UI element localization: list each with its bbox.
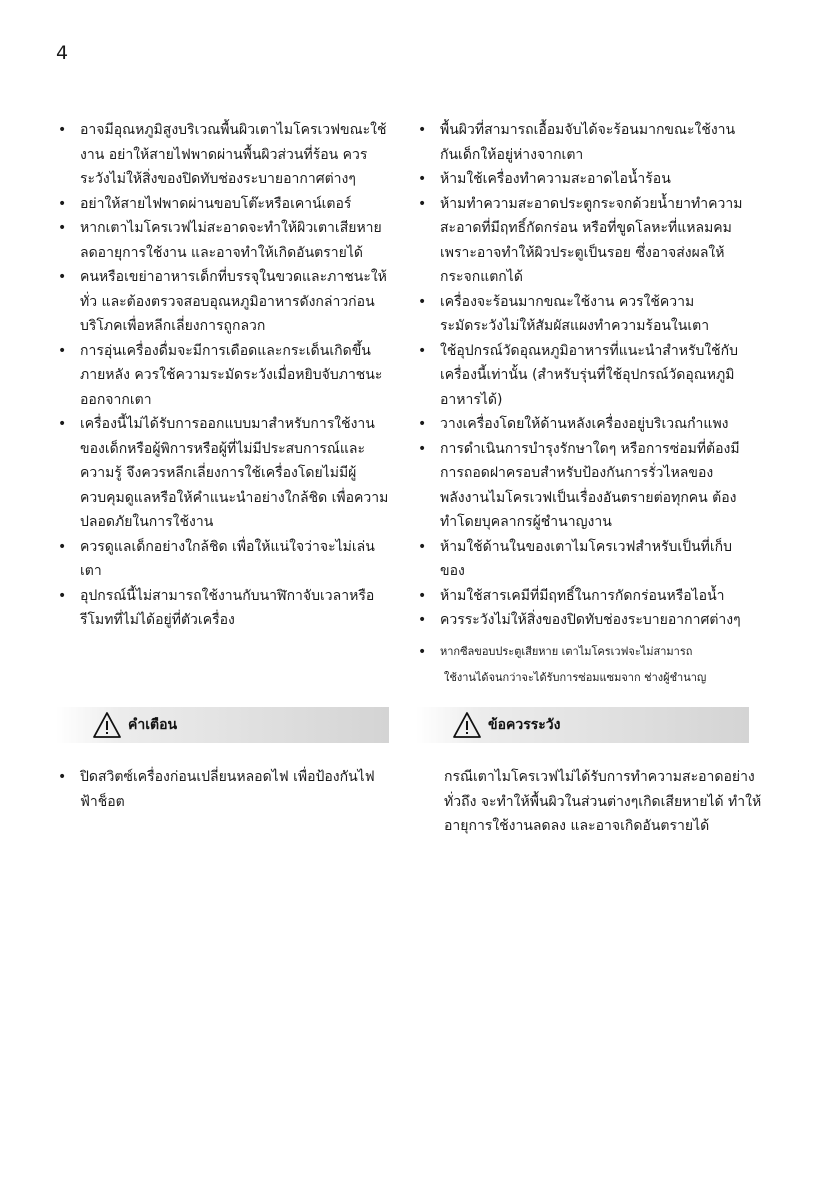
list-item: • ควรระวังไม่ให้สิ่งของปิดทับช่องระบายอากาศต่างๆ [416,608,749,633]
list-item: • ปิดสวิตซ์เครื่องก่อนเปลี่ยนหลอดไฟ เพื่อป้องกันไฟฟ้าช็อต [56,765,389,814]
caution-title: ข้อควรระวัง [488,717,561,733]
warning-title: คำเตือน [128,717,178,733]
list-item: • เครื่องนี้ไม่ได้รับการออกแบบมาสำหรับการใช้งานของเด็กหรือผู้พิการหรือผู้ที่ไม่มีประสบการณ์และความรู้ จึงควรหลีกเลี่ยงการใช้เครื่องโดยไม่มีผู้ควบคุมดูแลหรือให้คำแนะนำอย่างใกล้ชิด เพื่อความปลอดภัยในการใช้งาน [56,412,389,535]
list-item: • อุปกรณ์นี้ไม่สามารถใช้งานกับนาฬิกาจับเวลาหรือรีโมทที่ไม่ได้อยู่ที่ตัวเครื่อง [56,584,389,633]
warning-triangle-icon [92,711,122,739]
warning-list [56,765,389,814]
list-item: • ควรดูแลเด็กอย่างใกล้ชิด เพื่อให้แน่ใจว่าจะไม่เล่นเตา [56,535,389,584]
list-item: • ห้ามทำความสะอาดประตูกระจกด้วยน้ำยาทำความสะอาดที่มีฤทธิ์กัดกร่อน หรือที่ขูดโลหะที่แหลมคม เพราะอาจทำให้ผิวประตูเป็นรอย ซึ่งอาจส่งผลให้กระจกแตกได้ [416,192,749,290]
list-item: • การอุ่นเครื่องดื่มจะมีการเดือดและกระเด็นเกิดขึ้นภายหลัง ควรใช้ความระมัดระวังเมื่อหยิบจับภาชนะออกจากเตา [56,339,389,413]
right-column [416,118,749,691]
small-item-line2: ใช้งานได้จนกว่าจะได้รับการซ่อมแซมจาก ช่างผู้ชำนาญ [444,670,707,684]
left-bullet-list [56,118,389,633]
caution-banner [416,707,749,743]
list-item-small [416,639,749,691]
list-item: • การดำเนินการบำรุงรักษาใดๆ หรือการซ่อมที่ต้องมีการถอดฝาครอบสำหรับป้องกันการรั่วไหลของพลังงานไมโครเวฟเป็นเรื่องอันตรายต่อทุกคน ต้องทำโดยบุคลากรผู้ชำนาญงาน [416,437,749,535]
warning-section [56,765,389,814]
list-item: • ห้ามใช้ด้านในของเตาไมโครเวฟสำหรับเป็นที่เก็บของ [416,535,749,584]
caution-text: กรณีเตาไมโครเวฟไม่ได้รับการทำความสะอาดอย่างทั่วถึง จะทำให้พื้นผิวในส่วนต่างๆเกิดเสียหายได้ ทำให้อายุการใช้งานลดลง และอาจเกิดอันตรายได้ [444,769,762,834]
list-item: • คนหรือเขย่าอาหารเด็กที่บรรจุในขวดและภาชนะให้ทั่ว และต้องตรวจสอบอุณหภูมิอาหารดังกล่าวก่อนบริโภคเพื่อหลีกเลี่ยงการถูกลวก [56,265,389,339]
list-item: • พื้นผิวที่สามารถเอื้อมจับได้จะร้อนมากขณะใช้งาน กันเด็กให้อยู่ห่างจากเตา [416,118,749,167]
list-item: • อย่าให้สายไฟพาดผ่านขอบโต๊ะหรือเคาน์เตอร์ [56,192,389,217]
warning-banner [56,707,389,743]
list-item: • อาจมีอุณหภูมิสูงบริเวณพื้นผิวเตาไมโครเวฟขณะใช้งาน อย่าให้สายไฟพาดผ่านพื้นผิวส่วนที่ร้อน ควรระวังไม่ให้สิ่งของปิดทับช่องระบายอากาศต่างๆ [56,118,389,192]
list-item: • วางเครื่องโดยให้ด้านหลังเครื่องอยู่บริเวณกำแพง [416,412,749,437]
list-item: • ห้ามใช้เครื่องทำความสะอาดไอน้ำร้อน [416,167,749,192]
list-item: • เครื่องจะร้อนมากขณะใช้งาน ควรใช้ความระมัดระวังไม่ให้สัมผัสแผงทำความร้อนในเตา [416,290,749,339]
list-item: • หากเตาไมโครเวฟไม่สะอาดจะทำให้ผิวเตาเสียหาย ลดอายุการใช้งาน และอาจทำให้เกิดอันตรายได้ [56,216,389,265]
page-number: 4 [56,42,69,64]
warning-triangle-icon [452,711,482,739]
right-bullet-list [416,118,749,691]
list-item: • ใช้อุปกรณ์วัดอุณหภูมิอาหารที่แนะนำสำหรับใช้กับเครื่องนี้เท่านั้น (สำหรับรุ่นที่ใช้อุปกรณ์วัดอุณหภูมิอาหารได้) [416,339,749,413]
list-item: • ห้ามใช้สารเคมีที่มีฤทธิ์ในการกัดกร่อนหรือไอน้ำ [416,584,749,609]
small-item-line1: หากซีลขอบประตูเสียหาย เตาไมโครเวฟจะไม่สามารถ [440,644,693,658]
left-column [56,118,389,633]
